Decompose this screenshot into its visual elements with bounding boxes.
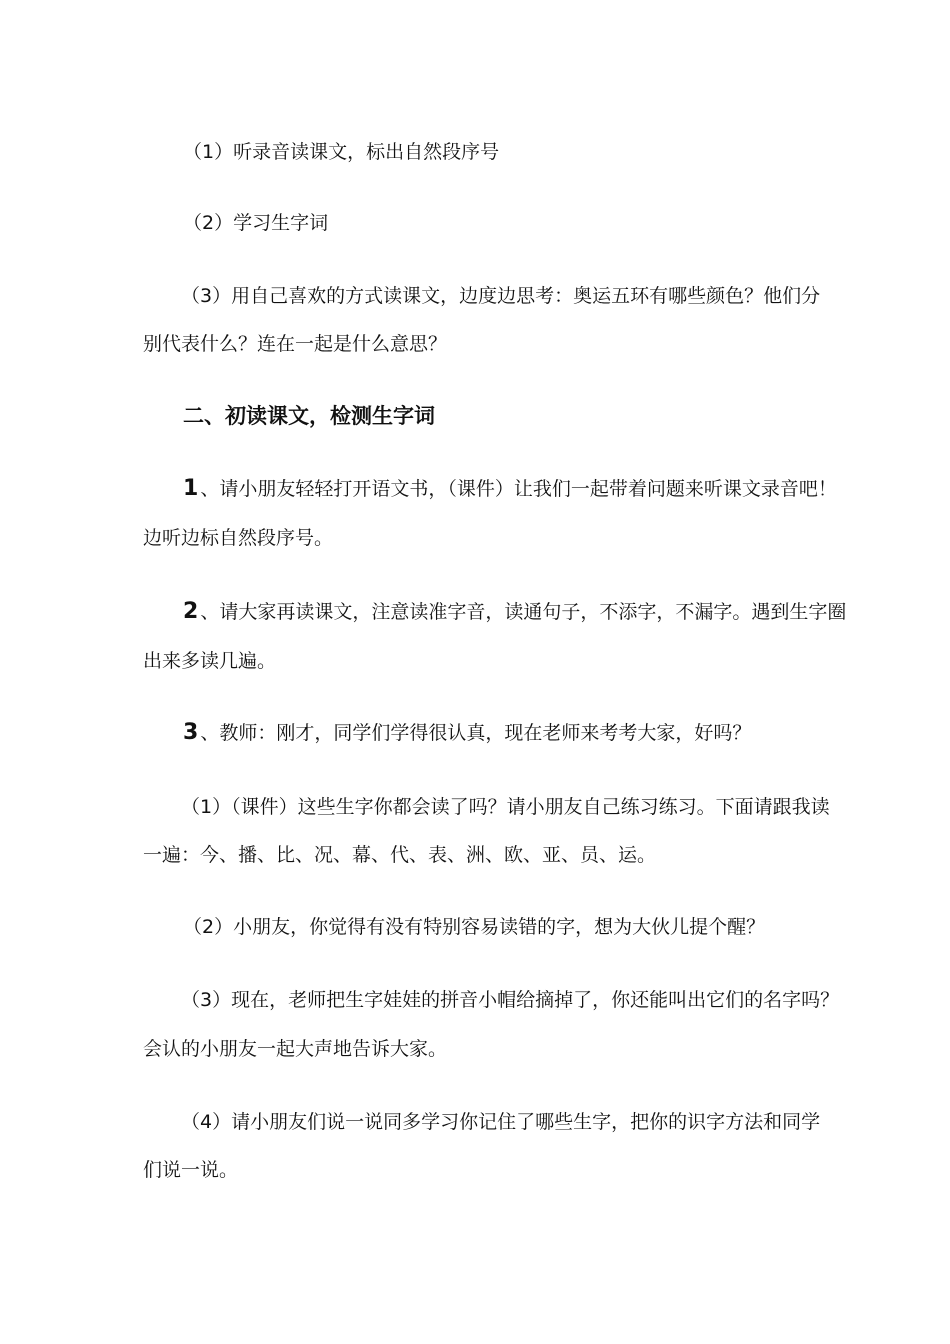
section-heading: 二、初读课文，检测生字词 bbox=[183, 404, 435, 428]
item-3-number: 3 bbox=[183, 720, 199, 745]
sub-item-3-line-1: （3）现在，老师把生字娃娃的拼音小帽给摘掉了，你还能叫出它们的名字吗？ bbox=[181, 989, 840, 1011]
paragraph-3-line-2: 别代表什么？连在一起是什么意思？ bbox=[143, 333, 448, 355]
item-1-line-2: 边听边标自然段序号。 bbox=[143, 527, 334, 549]
item-2-number: 2 bbox=[183, 599, 199, 624]
sub-item-2: （2）小朋友，你觉得有没有特别容易读错的字，想为大伙儿提个醒？ bbox=[183, 916, 766, 938]
paragraph-1: （1）听录音读课文，标出自然段序号 bbox=[183, 141, 500, 163]
item-2-line-2: 出来多读几遍。 bbox=[143, 650, 277, 672]
sub-item-1-line-1: （1）（课件）这些生字你都会读了吗？请小朋友自己练习练习。下面请跟我读 bbox=[181, 796, 830, 818]
sub-item-1-line-2: 一遍：今、播、比、况、幕、代、表、洲、欧、亚、员、运。 bbox=[143, 844, 657, 866]
sub-item-4-line-2: 们说一说。 bbox=[143, 1159, 239, 1181]
sub-item-3-line-2: 会认的小朋友一起大声地告诉大家。 bbox=[143, 1038, 448, 1060]
item-1-line-1 bbox=[183, 477, 837, 501]
item-2-text: 、请大家再读课文，注意读准字音，读通句子，不添字，不漏字。遇到生字圈 bbox=[200, 601, 847, 623]
item-3-line-1 bbox=[183, 721, 751, 745]
item-3-text: 、教师：刚才，同学们学得很认真，现在老师来考考大家，好吗？ bbox=[200, 722, 752, 744]
item-1-number: 1 bbox=[183, 476, 199, 501]
item-1-text: 、请小朋友轻轻打开语文书，（课件）让我们一起带着问题来听课文录音吧！ bbox=[200, 478, 837, 500]
paragraph-3-line-1: （3）用自己喜欢的方式读课文，边度边思考：奥运五环有哪些颜色？他们分 bbox=[181, 285, 821, 307]
item-2-line-1 bbox=[183, 600, 846, 624]
paragraph-2: （2）学习生字词 bbox=[183, 212, 329, 234]
sub-item-4-line-1: （4）请小朋友们说一说同多学习你记住了哪些生字，把你的识字方法和同学 bbox=[181, 1111, 821, 1133]
